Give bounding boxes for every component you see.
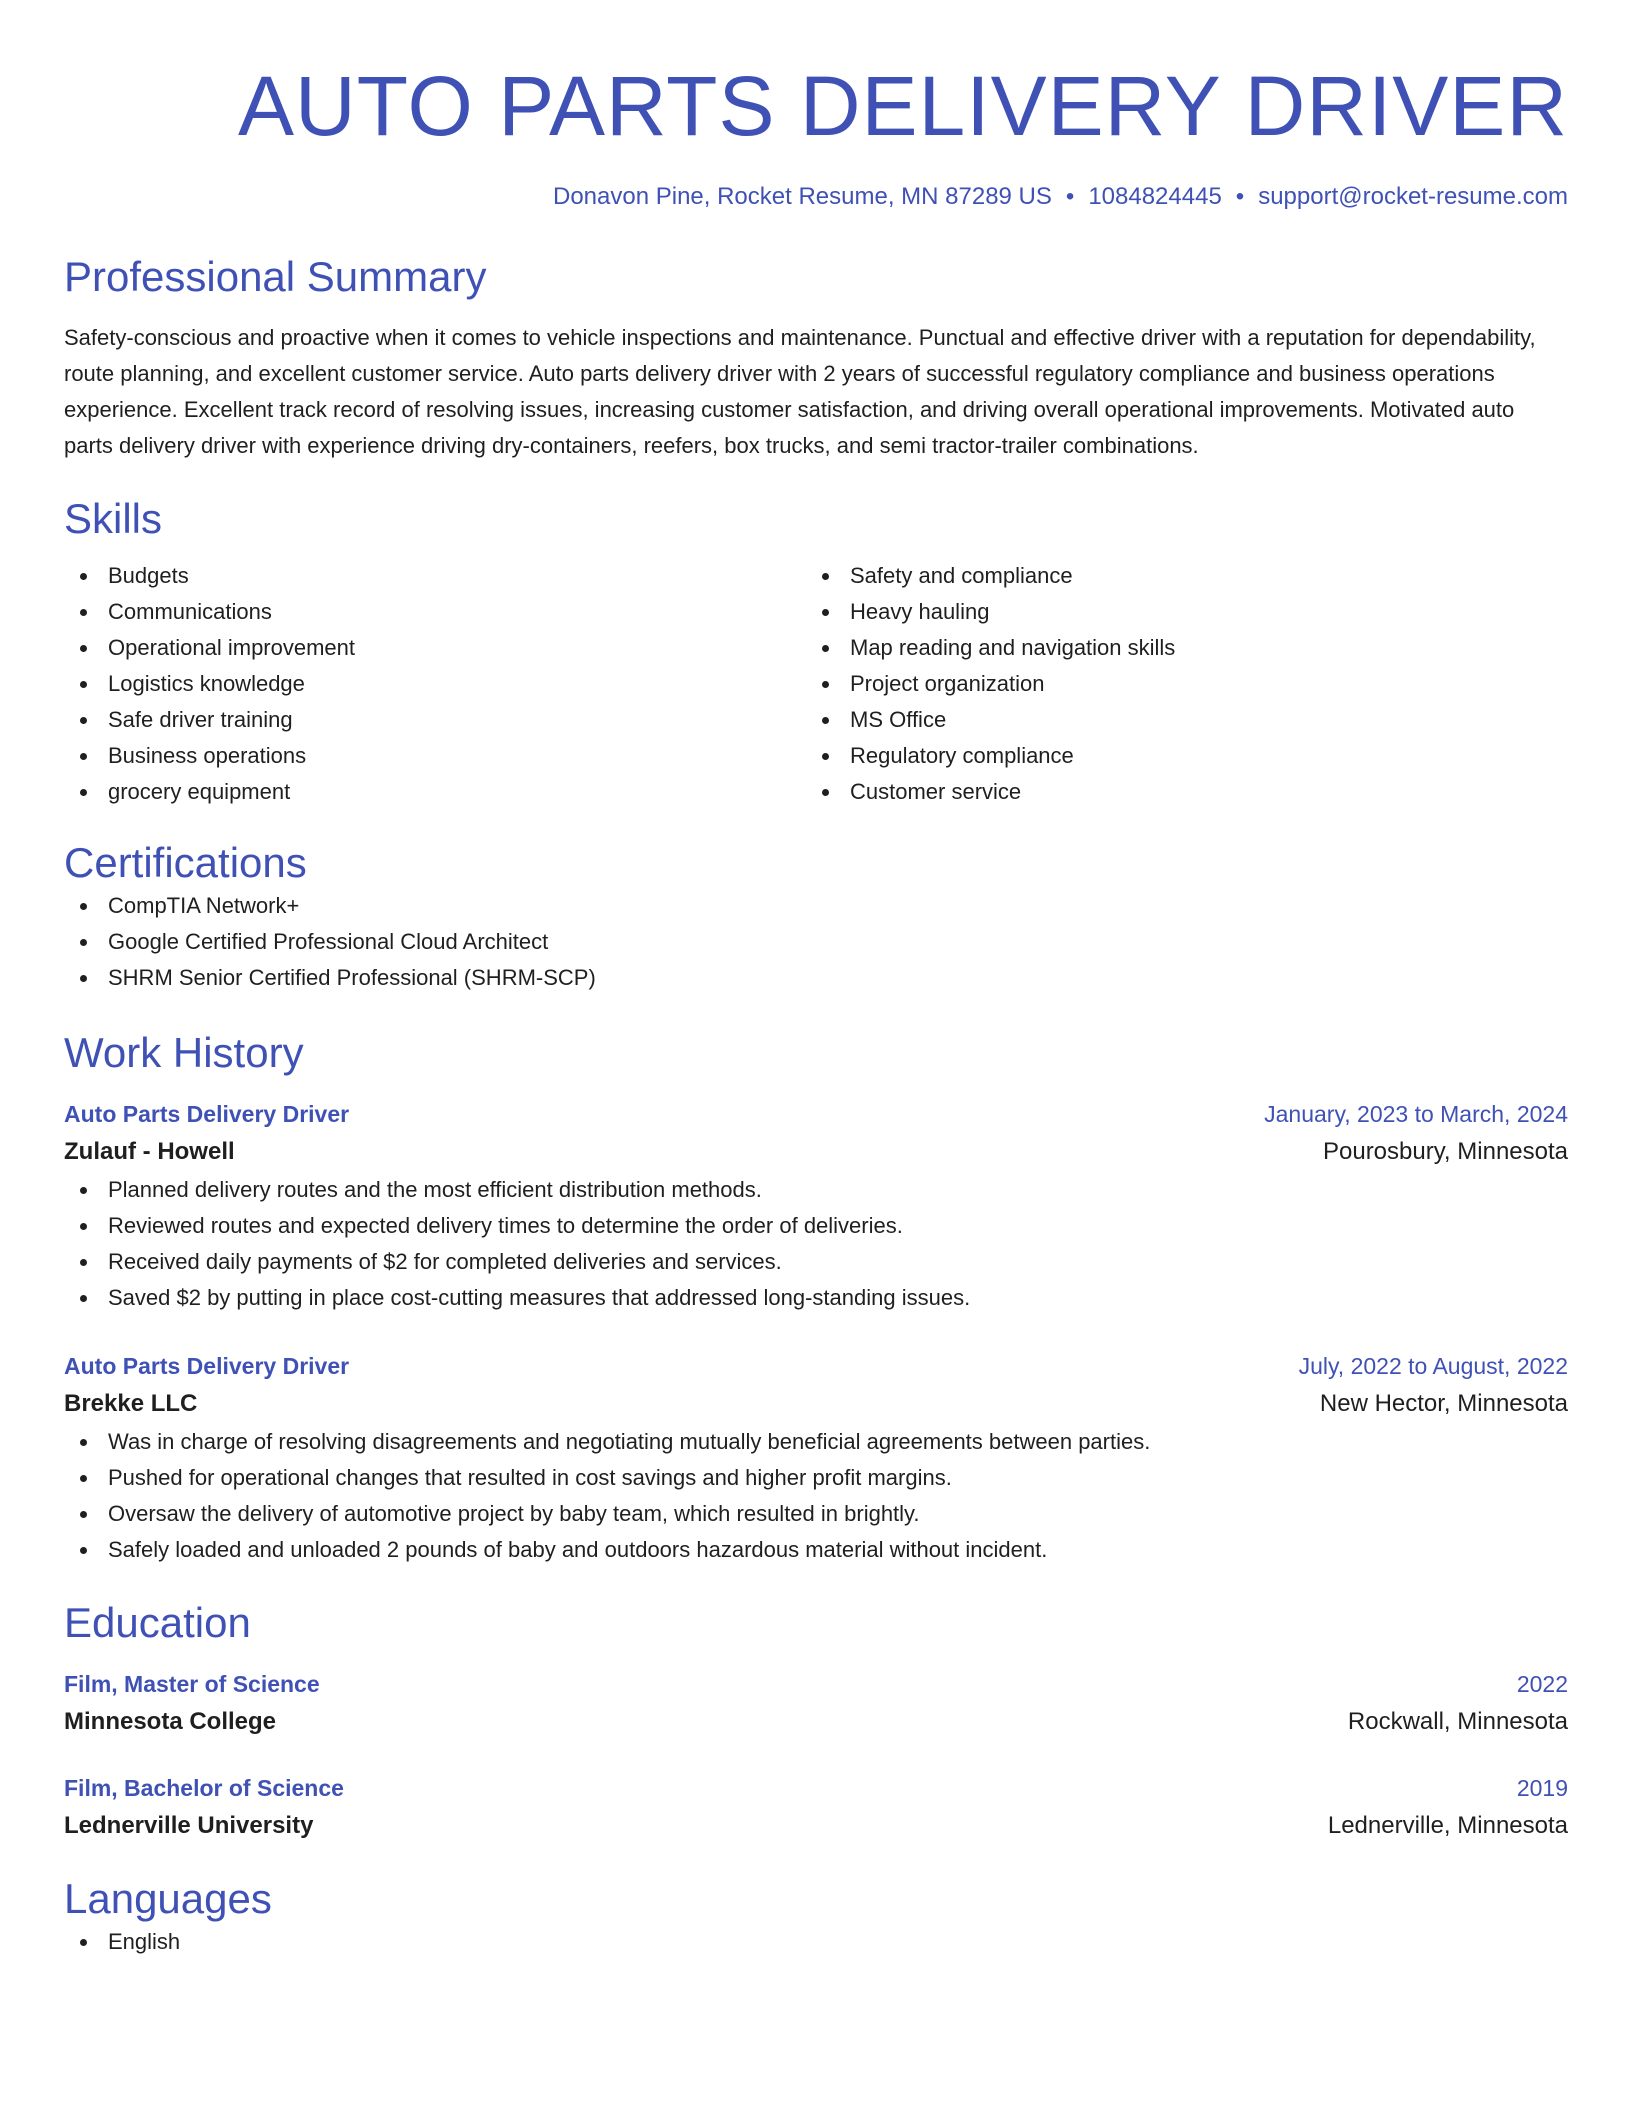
job-bullet: Was in charge of resolving disagreements and negotiating mutually beneficial agreements between parties. [64,1424,1568,1460]
contact-separator: • [1235,183,1245,210]
education-year: 2019 [1516,1775,1568,1801]
education-degree-row [64,1666,1568,1702]
work-history-section [64,1028,1568,1568]
job-employer: Brekke LLC [64,1390,198,1417]
skill-item: Communications [64,594,806,630]
certifications-list [64,888,1568,996]
contact-separator: • [1065,183,1075,210]
certification-item: Google Certified Professional Cloud Architect [64,924,1568,960]
contact-phone: 1084824445 [1088,183,1222,210]
job-location: Pourosbury, Minnesota [1322,1138,1568,1165]
skill-item: Map reading and navigation skills [806,630,1548,666]
skill-item: Project organization [806,666,1548,702]
job-entry [64,1348,1568,1568]
job-bullet: Pushed for operational changes that resulted in cost savings and higher profit margins. [64,1460,1568,1496]
summary-heading: Professional Summary [64,253,487,300]
skill-item: Heavy hauling [806,594,1548,630]
job-title-row [64,1096,1568,1132]
certification-item: SHRM Senior Certified Professional (SHRM-SCP) [64,960,1568,996]
summary-section [64,252,1568,464]
job-role: Auto Parts Delivery Driver [64,1353,350,1379]
education-location: Lednerville, Minnesota [1327,1812,1568,1839]
contact-line [64,182,1568,212]
job-bullets [64,1424,1568,1568]
job-bullets [64,1172,1568,1316]
education-school: Lednerville University [64,1812,314,1839]
skill-item: Operational improvement [64,630,806,666]
languages-section [64,1874,1568,1960]
job-bullet: Reviewed routes and expected delivery times to determine the order of deliveries. [64,1208,1568,1244]
language-item: English [64,1924,1568,1960]
languages-heading: Languages [64,1875,272,1922]
resume-title: AUTO PARTS DELIVERY DRIVER [238,59,1568,153]
education-school-row [64,1806,1568,1846]
education-year: 2022 [1516,1671,1568,1697]
education-location: Rockwall, Minnesota [1347,1708,1568,1735]
job-dates: January, 2023 to March, 2024 [1264,1101,1568,1127]
job-bullet: Oversaw the delivery of automotive project by baby team, which resulted in brightly. [64,1496,1568,1532]
job-location: New Hector, Minnesota [1319,1390,1568,1417]
education-degree-row [64,1770,1568,1806]
education-degree: Film, Bachelor of Science [64,1775,344,1801]
education-school-row [64,1702,1568,1742]
education-school: Minnesota College [64,1708,277,1735]
skills-list-left [64,558,806,810]
job-bullet: Received daily payments of $2 for completed deliveries and services. [64,1244,1568,1280]
job-bullet: Planned delivery routes and the most efficient distribution methods. [64,1172,1568,1208]
job-title-row [64,1348,1568,1384]
education-entry [64,1770,1568,1846]
job-employer-row [64,1384,1568,1424]
education-degree: Film, Master of Science [64,1671,320,1697]
skill-item: Safety and compliance [806,558,1548,594]
education-heading: Education [64,1599,251,1646]
skills-heading: Skills [64,495,163,542]
skill-item: Customer service [806,774,1548,810]
skill-item: Budgets [64,558,806,594]
skill-item: Safe driver training [64,702,806,738]
job-employer-row [64,1132,1568,1172]
skill-item: grocery equipment [64,774,806,810]
skill-item: Logistics knowledge [64,666,806,702]
job-entry [64,1096,1568,1316]
skill-item: Business operations [64,738,806,774]
job-employer: Zulauf - Howell [64,1138,235,1165]
certifications-section [64,838,1568,996]
languages-list [64,1924,1568,1960]
job-dates: July, 2022 to August, 2022 [1298,1353,1568,1379]
job-bullet: Saved $2 by putting in place cost-cutting measures that addressed long-standing issues. [64,1280,1568,1316]
work-history-heading: Work History [64,1029,304,1076]
skills-section [64,494,1568,810]
skill-item: MS Office [806,702,1548,738]
certifications-heading: Certifications [64,839,307,886]
skills-list-right [806,558,1548,810]
job-role: Auto Parts Delivery Driver [64,1101,350,1127]
contact-email: support@rocket-resume.com [1258,183,1568,210]
contact-address: Donavon Pine, Rocket Resume, MN 87289 US [552,183,1052,210]
skill-item: Regulatory compliance [806,738,1548,774]
education-section [64,1598,1568,1846]
certification-item: CompTIA Network+ [64,888,1568,924]
resume-page [64,0,1568,1960]
skills-grid [64,558,1568,810]
summary-text: Safety-conscious and proactive when it comes to vehicle inspections and maintenance. Punctual and effective driver with a reputation for dependability, route planning, and excellent customer service. Auto parts delivery driver with 2 years of successful regulatory compliance and business operations experience. Excellent track record of resolving issues, increasing customer satisfaction, and driving overall operational improvements. Motivated auto parts delivery driver with experience driving dry-containers, reefers, box trucks, and semi tractor-trailer combinations. [64,325,1536,458]
education-entry [64,1666,1568,1742]
job-bullet: Safely loaded and unloaded 2 pounds of baby and outdoors hazardous material without incident. [64,1532,1568,1568]
